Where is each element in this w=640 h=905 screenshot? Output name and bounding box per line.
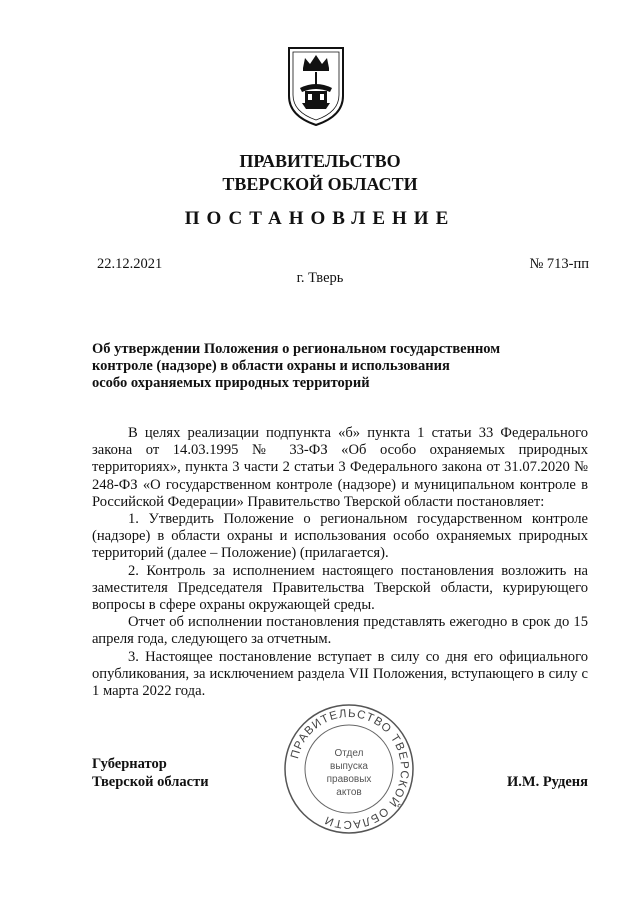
document-date: 22.12.2021 bbox=[97, 256, 163, 272]
document-title bbox=[92, 341, 562, 392]
signatory-position-line2: Тверской области bbox=[92, 774, 209, 790]
body-paragraph-report: Отчет об исполнении постановления представлять ежегодно в срок до 15 апреля года, следующего за отчетным. bbox=[92, 614, 588, 648]
body-paragraph-item1: 1. Утвердить Положение о региональном государственном контроле (надзоре) в области охраны и использования особо охраняемых природных территорий (далее – Положение) (прилагается). bbox=[92, 511, 588, 562]
stamp-center-line1: Отдел bbox=[334, 748, 364, 759]
signatory-position bbox=[92, 755, 209, 791]
document-body bbox=[92, 425, 588, 700]
body-paragraph-preamble: В целях реализации подпункта «б» пункта 1 статьи 33 Федерального закона от 14.03.1995 № 33-ФЗ «Об особо охраняемых природных территориях», пункта 3 части 2 статьи 3 Федерального закона от 31.07.2020 № 248-ФЗ «О государственном контроле (надзоре) и муниципальном контроле в Российской Федерации» Правительство Тверской области постановляет: bbox=[92, 425, 588, 510]
signatory-name: И.М. Руденя bbox=[506, 774, 588, 790]
stamp-center-line4: актов bbox=[336, 787, 362, 798]
title-line2: контроле (надзоре) в области охраны и использования bbox=[92, 358, 450, 374]
org-name-line2: ТВЕРСКОЙ ОБЛАСТИ bbox=[222, 174, 418, 194]
document-type: ПОСТАНОВЛЕНИЕ bbox=[184, 208, 456, 229]
document-number: № 713-пп bbox=[529, 256, 589, 272]
org-name-line1: ПРАВИТЕЛЬСТВО bbox=[239, 151, 401, 171]
title-line1: Об утверждении Положения о региональном государственном bbox=[92, 341, 501, 357]
stamp-center-line2: выпуска bbox=[330, 761, 368, 772]
stamp-center-line3: правовых bbox=[326, 774, 372, 785]
official-stamp bbox=[282, 702, 416, 836]
body-paragraph-item3: 3. Настоящее постановление вступает в силу со дня его официального опубликования, за исключением раздела VII Положения, вступающего в силу с 1 марта 2022 года. bbox=[92, 648, 588, 700]
body-paragraph-item2: 2. Контроль за исполнением настоящего постановления возложить на заместителя Председателя Правительства Тверской области, курирующего вопросы в сфере охраны окружающей среды. bbox=[92, 562, 588, 614]
title-line3: особо охраняемых природных территорий bbox=[92, 375, 370, 391]
document-city: г. Тверь bbox=[296, 270, 344, 286]
signatory-position-line1: Губернатор bbox=[92, 756, 167, 772]
stamp-ring-text: ПРАВИТЕЛЬСТВО ТВЕРСКОЙ ОБЛАСТИ bbox=[289, 707, 411, 831]
coat-of-arms-emblem bbox=[286, 44, 346, 128]
